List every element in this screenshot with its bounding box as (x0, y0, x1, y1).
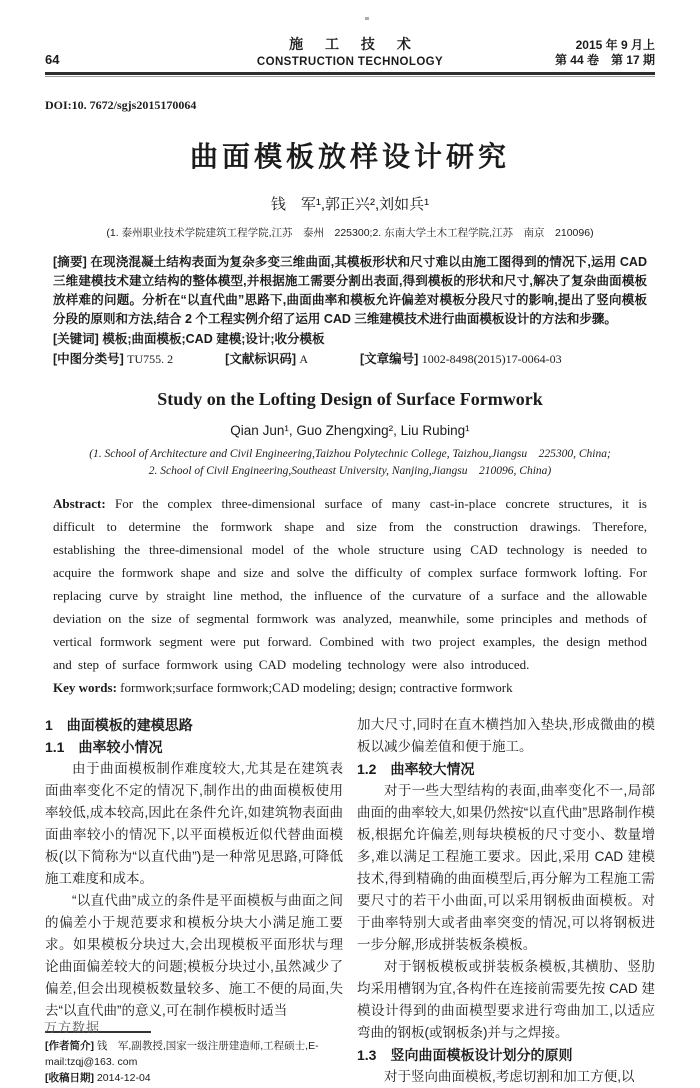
abstract-cn-text: 在现浇混凝土结构表面为复杂多变三维曲面,其模板形状和尺寸难以由施工图得到的情况下,运用 CAD 三维建模技术建立结构的整体模型,并根据施工需要分割出表面,得到模板的形状和尺寸,解决了复杂曲面模板放样难的问题。分析在“以直代曲”思路下,曲面曲率和模板允许偏差对模板分段尺寸的影响,提出了竖向模板分段的原则和方法,结合 2 个工程实例介绍了运用 CAD 三维建模技术进行曲面模板设计的方法和步骤。 (53, 255, 647, 326)
section-1-3-paragraph-1: 对于竖向曲面模板,考虑切割和加工方便,以 (384, 1069, 635, 1084)
doc-code-value: A (299, 352, 309, 366)
header-rule-thick (45, 72, 655, 75)
header-rule (45, 72, 655, 77)
abstract-cn (45, 253, 655, 329)
continuation-paragraph: 加大尺寸,同时在直木横挡加入垫块,形成微曲的模板以减少偏差值和便于施工。 (357, 717, 655, 754)
issue-date: 2015 年 9 月上 (575, 38, 655, 52)
page-header (45, 34, 655, 68)
author-bio-label: [作者简介] (45, 1040, 94, 1052)
clc-item (53, 350, 173, 369)
volume-issue: 第 44 卷 第 17 期 (554, 53, 655, 67)
abstract-cn-label: [摘要] (53, 255, 87, 269)
abstract-en (45, 492, 655, 676)
journal-title-block (257, 34, 443, 68)
keywords-cn (45, 330, 655, 349)
scan-artifact (365, 17, 369, 20)
article-affiliation-en (45, 446, 655, 480)
keywords-en-text: formwork;surface formwork;CAD modeling; design; contractive formwork (120, 680, 513, 695)
affiliation-en-line1: (1. School of Architecture and Civil Engineering,Taizhou Polytechnic College, Taizhou,Jiangsu 225300, China; (89, 448, 611, 460)
header-rule-thin (45, 76, 655, 77)
right-column (357, 714, 655, 1088)
keywords-cn-label: [关键词] (53, 332, 99, 346)
received-date-label: [收稿日期] (45, 1072, 94, 1084)
doc-code-label: [文献标识码] (225, 352, 296, 366)
article-title-cn: 曲面模板放样设计研究 (189, 141, 510, 172)
classification-row (45, 350, 655, 369)
keywords-en-label: Key words: (53, 680, 117, 695)
doc-code-item (225, 350, 308, 369)
keywords-cn-text: 模板;曲面模板;CAD 建模;设计;收分模板 (102, 332, 325, 346)
footnote (45, 1038, 343, 1086)
section-1-1-heading: 1.1 曲率较小情况 (45, 739, 163, 755)
author-bio-line (45, 1038, 343, 1070)
wanfang-watermark: 万方数据 (44, 1020, 101, 1035)
section-1-heading: 1 曲面模板的建模思路 (45, 717, 193, 733)
page-number: 64 (45, 52, 60, 67)
section-1-2-paragraph-1: 对于一些大型结构的表面,曲率变化不一,局部曲面的曲率较大,如果仍然按“以直代曲”思路制作模板,根据允许偏差,则每块模板的尺寸变小、数量增多,难以满足工程施工要求。因此,采用 CAD 建模技术,得到精确的曲面模型后,再分解为工程施工需要尺寸的若干小曲面,可以采用钢板曲面模板。对于曲率特别大或者曲率突变的情况,可以将钢板进一步分解,形成拼装板条模板。 (357, 783, 655, 952)
section-1-3-heading: 1.3 竖向曲面模板设计划分的原则 (357, 1047, 573, 1063)
issue-info (443, 38, 655, 68)
author-bio-text: 钱 军,副教授,国家一级注册建造师,工程硕士,E-mail:tzqj@163. com (45, 1040, 319, 1068)
abstract-en-text: For the complex three-dimensional surface of many cast-in-place concrete structures, it is difficult to determine the formwork shape and size from the construction drawings. Therefore, establishing the three-dimensional model of the whole structure using CAD technology is needed to acquire the formwork shape and size and solve the difficulty of complex surface formwork lofting. For replacing curve by straight line method, the influence of the curvature of a surface and the allowable deviation on the size of segmental formwork was analyzed, meanwhile, some principles and methods of vertical formwork segment were put forward. Combined with two project examples, the design method and step of surface formwork using CAD modeling technology were also introduced. (53, 496, 647, 672)
received-date-value: 2014-12-04 (96, 1072, 151, 1084)
section-1-2-paragraph-2: 对于钢板模板或拼装板条模板,其横肋、竖肋均采用槽钢为宜,各构件在连接前需要先按 CAD 建模设计得到的曲面模型要求进行弯曲加工,以适应弯曲的钢板(或钢板条)并与之焊接。 (357, 959, 655, 1040)
article-authors-en: Qian Jun¹, Guo Zhengxing², Liu Rubing¹ (230, 423, 470, 438)
received-date-line (45, 1070, 343, 1086)
article-title-en: Study on the Lofting Design of Surface Formwork (157, 389, 543, 409)
clc-value: TU755. 2 (127, 352, 174, 366)
article-authors-cn: 钱 军¹,郭正兴²,刘如兵¹ (270, 196, 430, 213)
section-1-1-paragraph-2: “以直代曲”成立的条件是平面模板与曲面之间的偏差小于规范要求和模板分块大小满足施工要求。如果模板分块过大,会出现模板平面形状与理论曲面偏差较大的问题;模板分块过小,虽然减少了偏差,但会出现模板数量较多、施工不便的局面,失去“以直代曲”的意义,可在制作模板时适当 (45, 893, 343, 1018)
journal-title-cn: 施 工 技 术 (289, 36, 420, 52)
article-id-item (360, 350, 562, 369)
keywords-en (45, 676, 655, 699)
affiliation-en-line2: 2. School of Civil Engineering,Southeast University, Nanjing,Jiangsu 210096, China) (148, 465, 552, 477)
article-id-label: [文章编号] (360, 352, 419, 366)
doi-line: DOI:10. 7672/sgjs2015170064 (45, 98, 197, 112)
article-id-value: 1002-8498(2015)17-0064-03 (421, 352, 562, 366)
body-columns (45, 714, 655, 1088)
section-1-1-paragraph-1: 由于曲面模板制作难度较大,尤其是在建筑表面曲率变化不定的情况下,制作出的曲面模板使用率较低,成本较高,因此在条件允许,如建筑物表面曲面曲率较小的情况下,以平面模板近似代替曲面模板(以下简称为“以直代曲”)是一种常见思路,可降低施工难度和成本。 (45, 761, 343, 886)
section-1-2-heading: 1.2 曲率较大情况 (357, 761, 475, 777)
journal-title-en: CONSTRUCTION TECHNOLOGY (256, 56, 444, 68)
clc-label: [中图分类号] (53, 352, 124, 366)
article-affiliation-cn: (1. 泰州职业技术学院建筑工程学院,江苏 泰州 225300;2. 东南大学土木工程学院,江苏 南京 210096) (106, 227, 594, 239)
abstract-en-label: Abstract: (53, 496, 106, 511)
